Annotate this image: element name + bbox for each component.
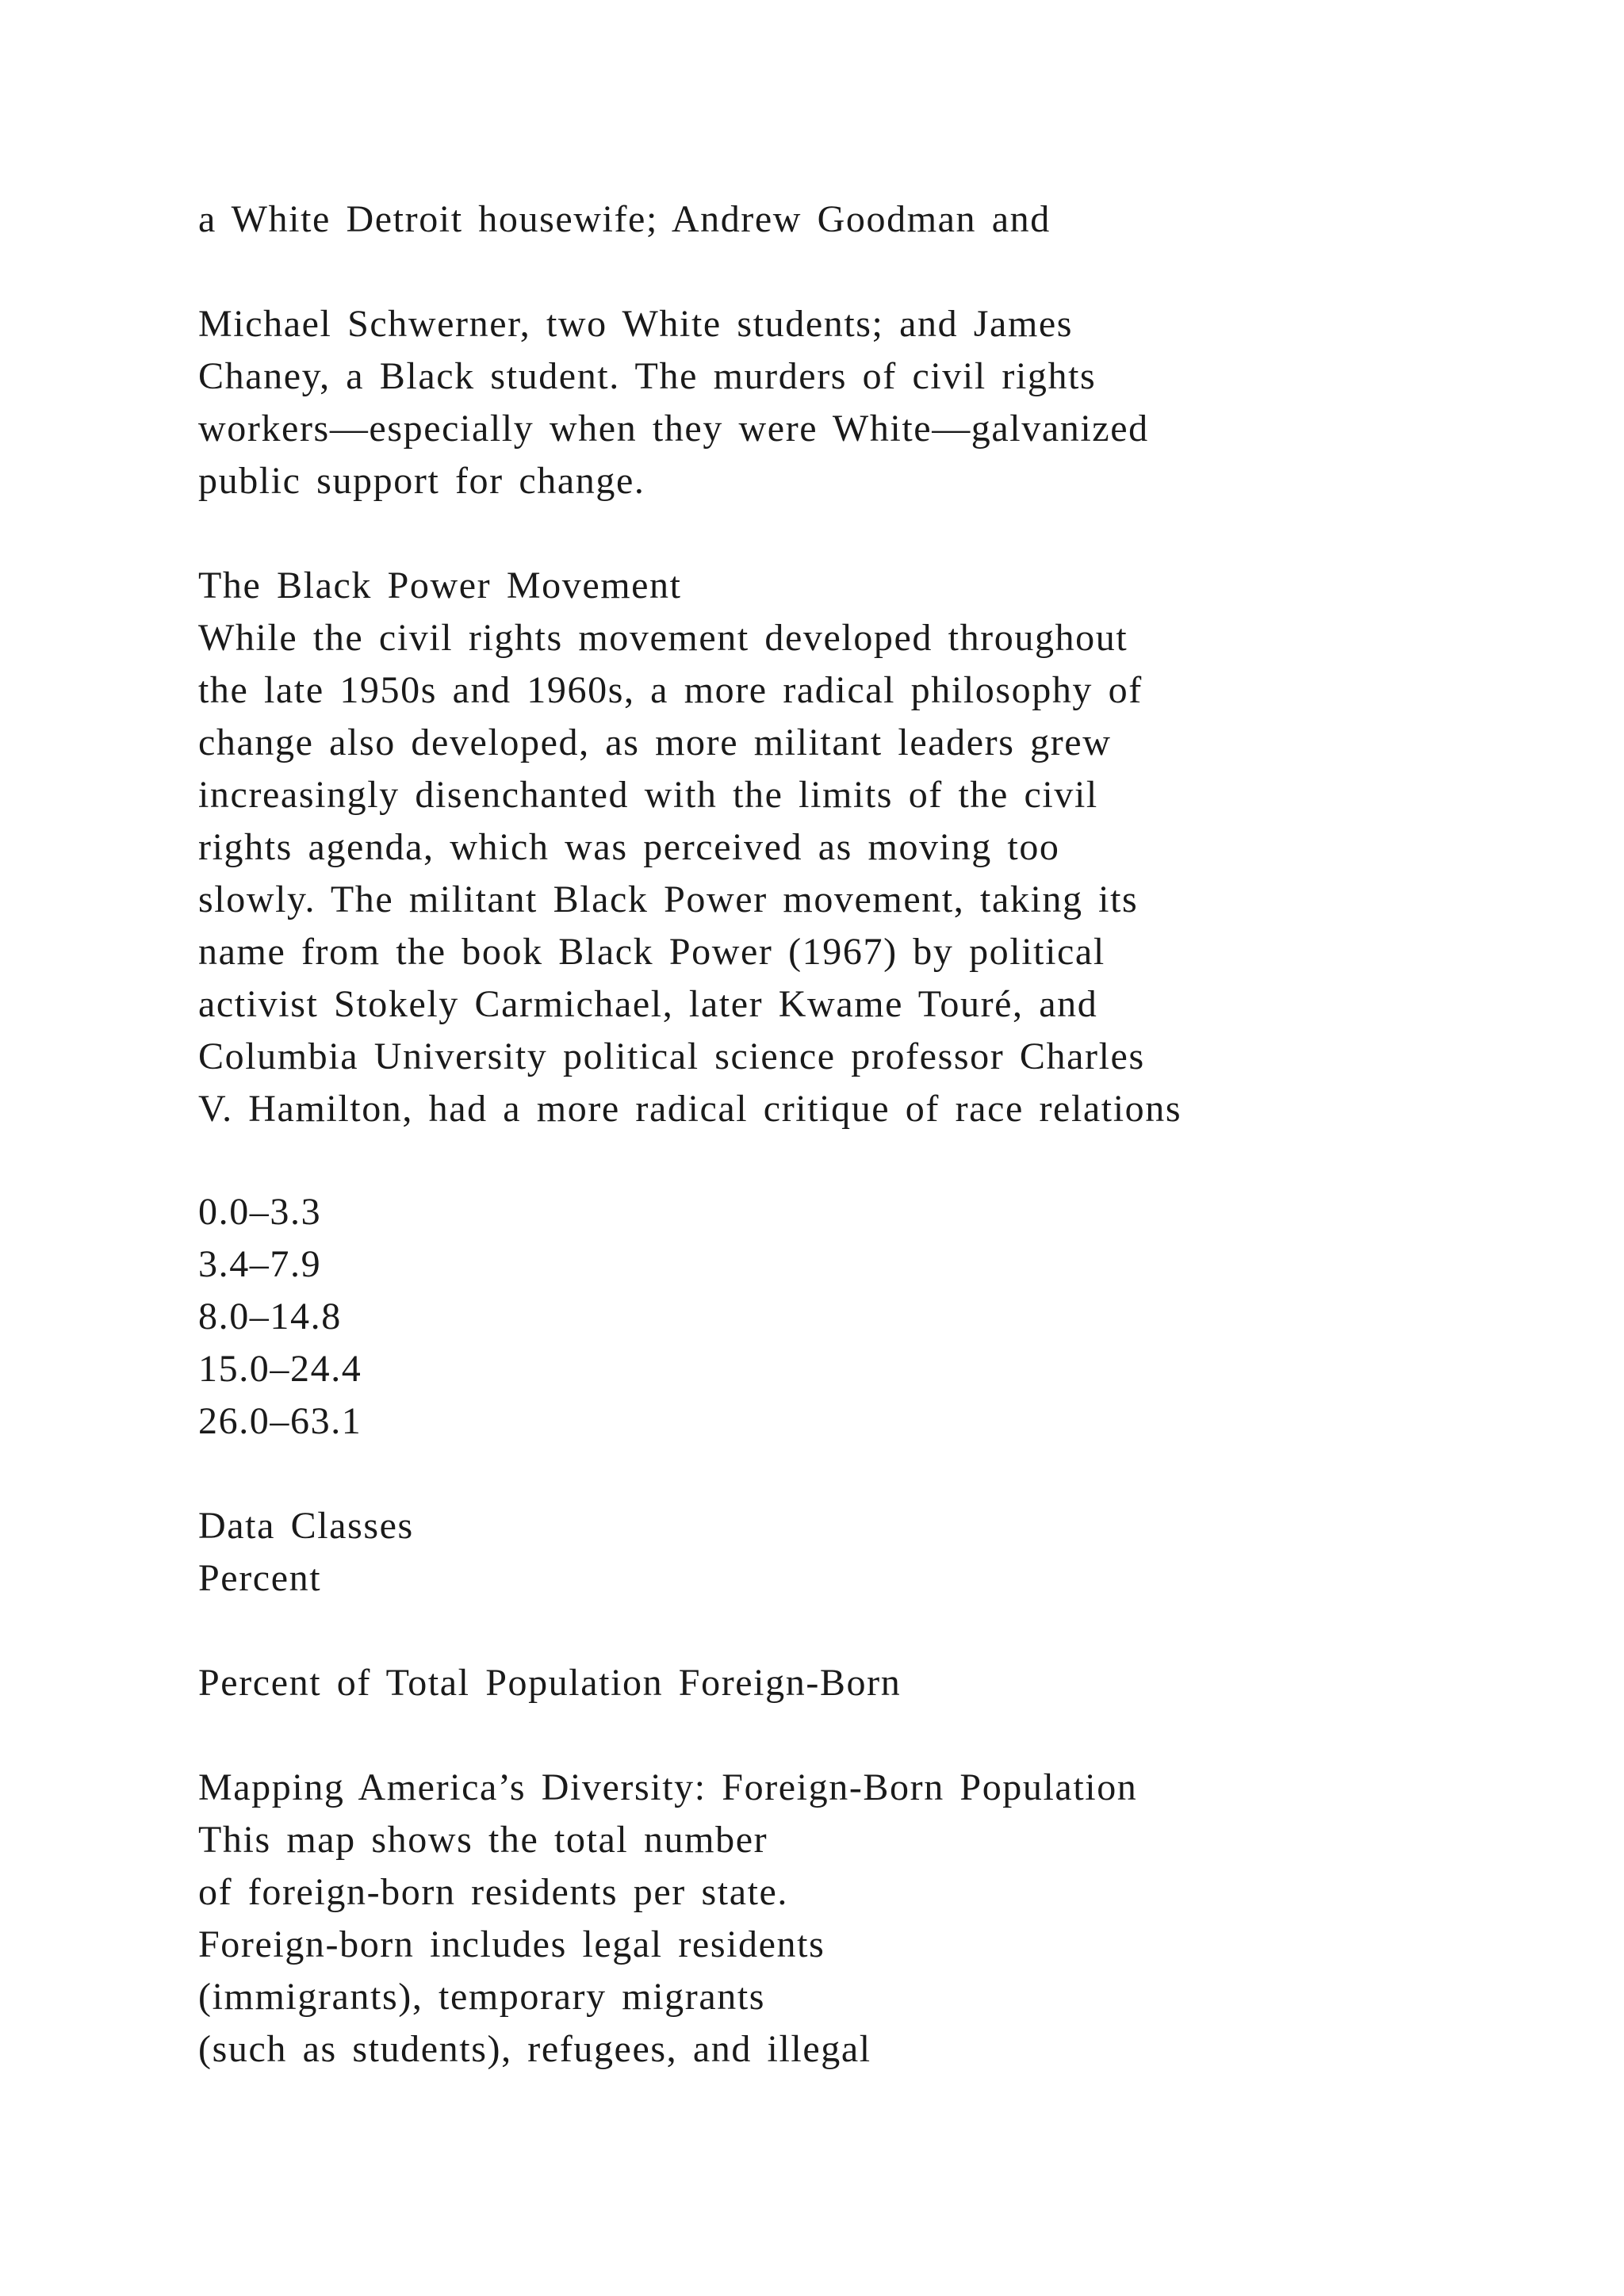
text-line: increasingly disenchanted with the limits of the civil <box>198 774 1098 816</box>
data-class-range: 15.0–24.4 <box>198 1348 362 1390</box>
text-line: (immigrants), temporary migrants <box>198 1976 766 2018</box>
paragraph-civil-rights-workers <box>198 298 1594 507</box>
text-line: rights agenda, which was perceived as moving too <box>198 826 1060 868</box>
legend-title <box>198 1500 1594 1605</box>
data-class-range: 8.0–14.8 <box>198 1295 342 1337</box>
section-heading: The Black Power Movement <box>198 564 682 607</box>
text-line: slowly. The militant Black Power movement, taking its <box>198 878 1139 920</box>
legend-title-line: Data Classes <box>198 1505 414 1547</box>
section-heading: Mapping America’s Diversity: Foreign-Born Population <box>198 1766 1138 1808</box>
text-line: change also developed, as more militant leaders grew <box>198 721 1112 763</box>
text-line: of foreign-born residents per state. <box>198 1871 789 1913</box>
text-line: workers—especially when they were White—galvanized <box>198 408 1149 450</box>
text-line: the late 1950s and 1960s, a more radical philosophy of <box>198 669 1143 711</box>
paragraph-continuation <box>198 193 1594 246</box>
map-caption <box>198 1657 1594 1709</box>
data-class-range: 3.4–7.9 <box>198 1243 322 1285</box>
text-line: While the civil rights movement developed throughout <box>198 617 1128 659</box>
data-class-ranges <box>198 1186 1594 1448</box>
data-class-range: 26.0–63.1 <box>198 1400 362 1442</box>
text-line: This map shows the total number <box>198 1819 768 1861</box>
text-line: Foreign-born includes legal residents <box>198 1923 825 1965</box>
text-line: public support for change. <box>198 460 645 502</box>
text-line: Columbia University political science professor Charles <box>198 1035 1145 1077</box>
map-caption-line: Percent of Total Population Foreign-Born <box>198 1662 902 1704</box>
text-line: Chaney, a Black student. The murders of civil rights <box>198 355 1097 397</box>
text-line: activist Stokely Carmichael, later Kwame Touré, and <box>198 983 1098 1025</box>
text-line: V. Hamilton, had a more radical critique of race relations <box>198 1088 1182 1130</box>
legend-title-line: Percent <box>198 1557 322 1599</box>
text-line: a White Detroit housewife; Andrew Goodman and <box>198 198 1051 240</box>
text-line: (such as students), refugees, and illegal <box>198 2028 871 2070</box>
section-black-power <box>198 560 1594 1135</box>
section-mapping-diversity <box>198 1762 1594 2076</box>
data-class-range: 0.0–3.3 <box>198 1191 322 1233</box>
text-line: Michael Schwerner, two White students; and James <box>198 303 1074 345</box>
text-line: name from the book Black Power (1967) by political <box>198 931 1105 973</box>
